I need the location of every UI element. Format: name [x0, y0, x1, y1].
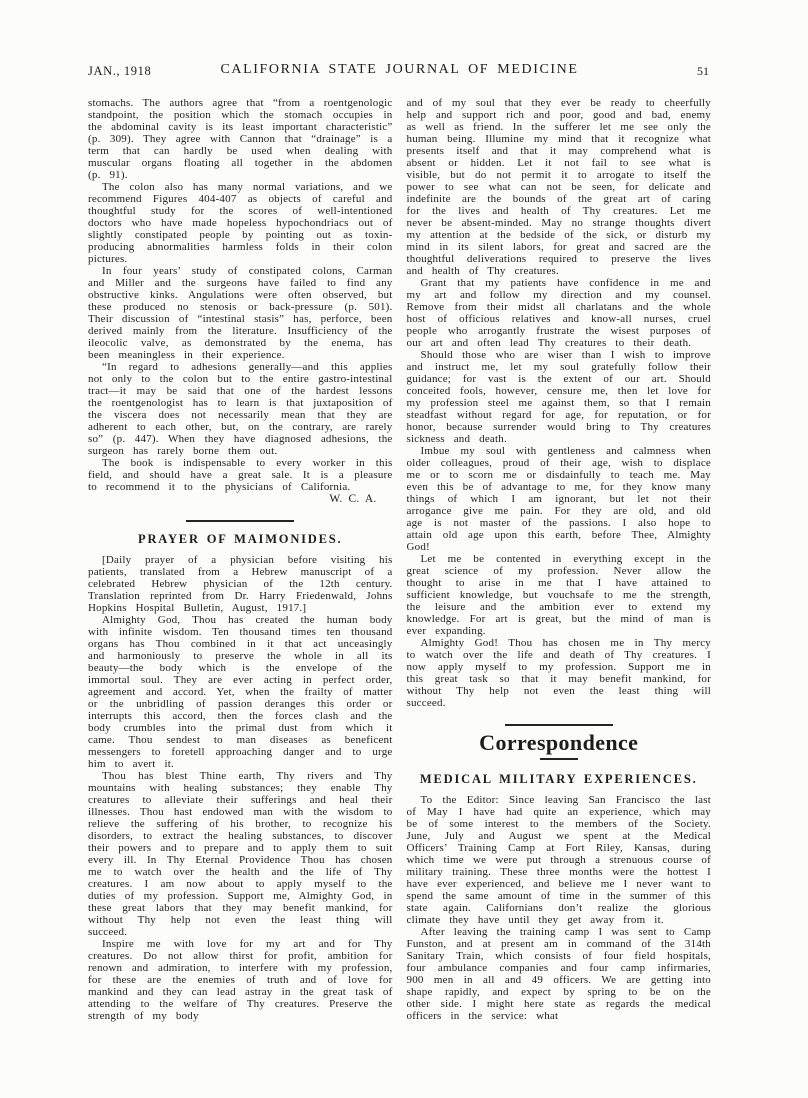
prayer-text [88, 554, 393, 1022]
correspondence-heading: Correspondence [479, 730, 639, 755]
book-review-text [88, 97, 393, 493]
paragraph: and of my soul that they ever be ready to cheerfully help and support rich and poor, good and bad, enemy as well as friend. In the sufferer let me see only the human being. Illumine my mind that it recognize what presents itself and that it may comprehend what is absent or hidden. Let it not fail to see what is visible, but do not permit it to arrogate to itself the power to see what can not be seen, for delicate and indefinite are the bounds of the great art of caring for the lives and health of Thy creatures. Let me never be absent-minded. May no strange thoughts divert my attention at the bedside of the sick, or disturb my mind in its silent labors, for great and sacred are the thoughtful deliverations required to preserve the lives and health of Thy creatures. [406, 97, 711, 277]
paragraph: After leaving the training camp I was sent to Camp Funston, and at present am in command of the 314th Sanitary Train, which consists of four field hospitals, four ambulance companies and four camp infirmaries, 900 men in all and 49 officers. We are getting into shape rapidly, and expect by spring to be on the other side. I might here state as regards the medical officers in the service: what [406, 926, 711, 1022]
section-divider [186, 520, 294, 522]
paragraph: Imbue my soul with gentleness and calmness when older colleagues, proud of their age, wish to displace me or to scorn me or disdainfully to teach me. May even this be of advantage to me, for they know many things of which I am ignorant, but let not their arrogance give me pain. For they are old, and old age is not master of the passions. I also hope to attain old age upon this earth, before Thee, Almighty God! [406, 445, 711, 553]
paragraph: Grant that my patients have confidence in me and my art and follow my direction and my counsel. Remove from their midst all charlatans and the whole host of officious relatives and know-all nurses, cruel people who arrogantly frustrate the wisest purposes of our art and often lead Thy creatures to their death. [406, 277, 711, 349]
paragraph: “In regard to adhesions generally—and this applies not only to the colon but to the entire gastro-intestinal tract—it may be said that one of the hardest lessons the roentgenologist has to learn is that juxtaposition of the viscera does not necessarily mean that they are adherent to each other, but, on the contrary, are rarely so” (p. 447). When they have diagnosed adhesions, the surgeon has rarely borne them out. [88, 361, 393, 457]
header-date: JAN., 1918 [88, 64, 152, 78]
correspondence-divider [505, 724, 613, 726]
paragraph: Should those who are wiser than I wish to improve and instruct me, let my soul gratefully follow their guidance; for vast is the extent of our art. Should conceited fools, however, censure me, then let love for my profession steel me against them, so that I remain steadfast without regard for age, for reputation, or for honor, because surrender would bring to Thy creatures sickness and death. [406, 349, 711, 445]
paragraph: Almighty God, Thou has created the human body with infinite wisdom. Ten thousand times ten thousand organs has Thou combined in it that act unceasingly and harmoniously to preserve the whole in all its beauty—the body which is the envelope of the immortal soul. They are ever acting in perfect order, agreement and accord. Yet, when the frailty of matter or the unbridling of passion deranges this order or interrupts this accord, then the forces clash and the body crumbles into the primal dust from which it came. Thou sendest to man diseases as beneficent messengers to foretell approaching danger and to urge him to avert it. [88, 614, 393, 770]
prayer-text-continued [407, 97, 712, 709]
paragraph: Let me be contented in everything except in the great science of my profession. Never allow the thought to arise in me that I have attained to sufficient knowledge, but vouchsafe to me the strength, the leisure and the ambition ever to extend my knowledge. For art is great, but the mind of man is ever expanding. [406, 553, 711, 637]
paragraph: Inspire me with love for my art and for Thy creatures. Do not allow thirst for profit, ambition for renown and admiration, to interfere with my profession, for these are the enemies of truth and of love for mankind and they can lead astray in the great task of attending to the welfare of Thy creatures. Preserve the strength of my body [88, 938, 393, 1022]
paragraph: The colon also has many normal variations, and we recommend Figures 404-407 as objects of careful and thoughtful study for the scores of well-intentioned doctors who have made hopeless hypochondriacs out of slightly constipated people by pointing out as toxin-producing abnormalities harmless folds in their colon pictures. [88, 181, 393, 265]
letter-text [407, 794, 712, 1022]
correspondence-subdivider [540, 758, 578, 760]
letter-heading: MEDICAL MILITARY EXPERIENCES. [419, 772, 698, 786]
paragraph: Almighty God! Thou has chosen me in Thy mercy to watch over the life and death of Thy creatures. I now apply myself to my profession. Support me in this great task so that it may benefit mankind, for without Thy help not even the least thing will succeed. [406, 637, 711, 709]
left-column [88, 97, 393, 1022]
header-journal-title: CALIFORNIA STATE JOURNAL OF MEDICINE [220, 62, 579, 77]
page-header [88, 62, 711, 80]
right-column [407, 97, 712, 1022]
text-columns [88, 97, 711, 1022]
paragraph: [Daily prayer of a physician before visiting his patients, translated from a Hebrew manuscript of a celebrated Hebrew physician of the 12th century. Translation reprinted from Dr. Harry Friedenwald, Johns Hopkins Hospital Bulletin, August, 1917.] [88, 554, 393, 614]
paragraph: The book is indispensable to every worker in this field, and should have a great sale. It is a pleasure to recommend it to the physicians of California. [88, 457, 393, 493]
header-page-number: 51 [697, 64, 709, 78]
review-signature: W. C. A. [329, 493, 377, 505]
paragraph: In four years’ study of constipated colons, Carman and Miller and the surgeons have failed to find any obstructive kinks. Angulations were often observed, but these produced no stenosis or back-pressure (p. 501). Their discussion of “intestinal stasis” has, perforce, been derived mainly from the literature. Insufficiency of the ileocolic valve, as demonstrated by the enema, has been meaningless in their experience. [88, 265, 393, 361]
paragraph: Thou has blest Thine earth, Thy rivers and Thy mountains with healing substances; they enable Thy creatures to alleviate their sufferings and heal their illnesses. Thou hast endowed man with the wisdom to relieve the suffering of his brother, to recognize his disorders, to extract the healing substances, to discover their powers and to prepare and to apply them to suit every ill. In Thy Eternal Providence Thou has chosen me to watch over the health and the life of Thy creatures. I am now about to apply myself to the duties of my profession. Support me, Almighty God, in these great labors that they may benefit mankind, for without Thy help not even the least thing will succeed. [88, 770, 393, 938]
paragraph: To the Editor: Since leaving San Francisco the last of May I have had quite an experience, which may be of some interest to the members of the Society. June, July and August we spent at the Medical Officers’ Training Camp at Fort Riley, Kansas, during which time we were put through a strenuous course of military training. These three months were the hottest I have ever experienced, and believe me I never want to spend the same amount of time in the summer of this state again. Californians don’t realize the glorious climate they have until they get away from it. [406, 794, 711, 926]
paragraph: stomachs. The authors agree that “from a roentgenologic standpoint, the position which the stomach occupies in the abdominal cavity is its least important characteristic” (p. 309). They agree with Cannon that “drainage” is a term that can hardly be used when dealing with muscular organs floating all together in the abdomen (p. 91). [88, 97, 393, 181]
prayer-heading: PRAYER OF MAIMONIDES. [138, 532, 343, 546]
